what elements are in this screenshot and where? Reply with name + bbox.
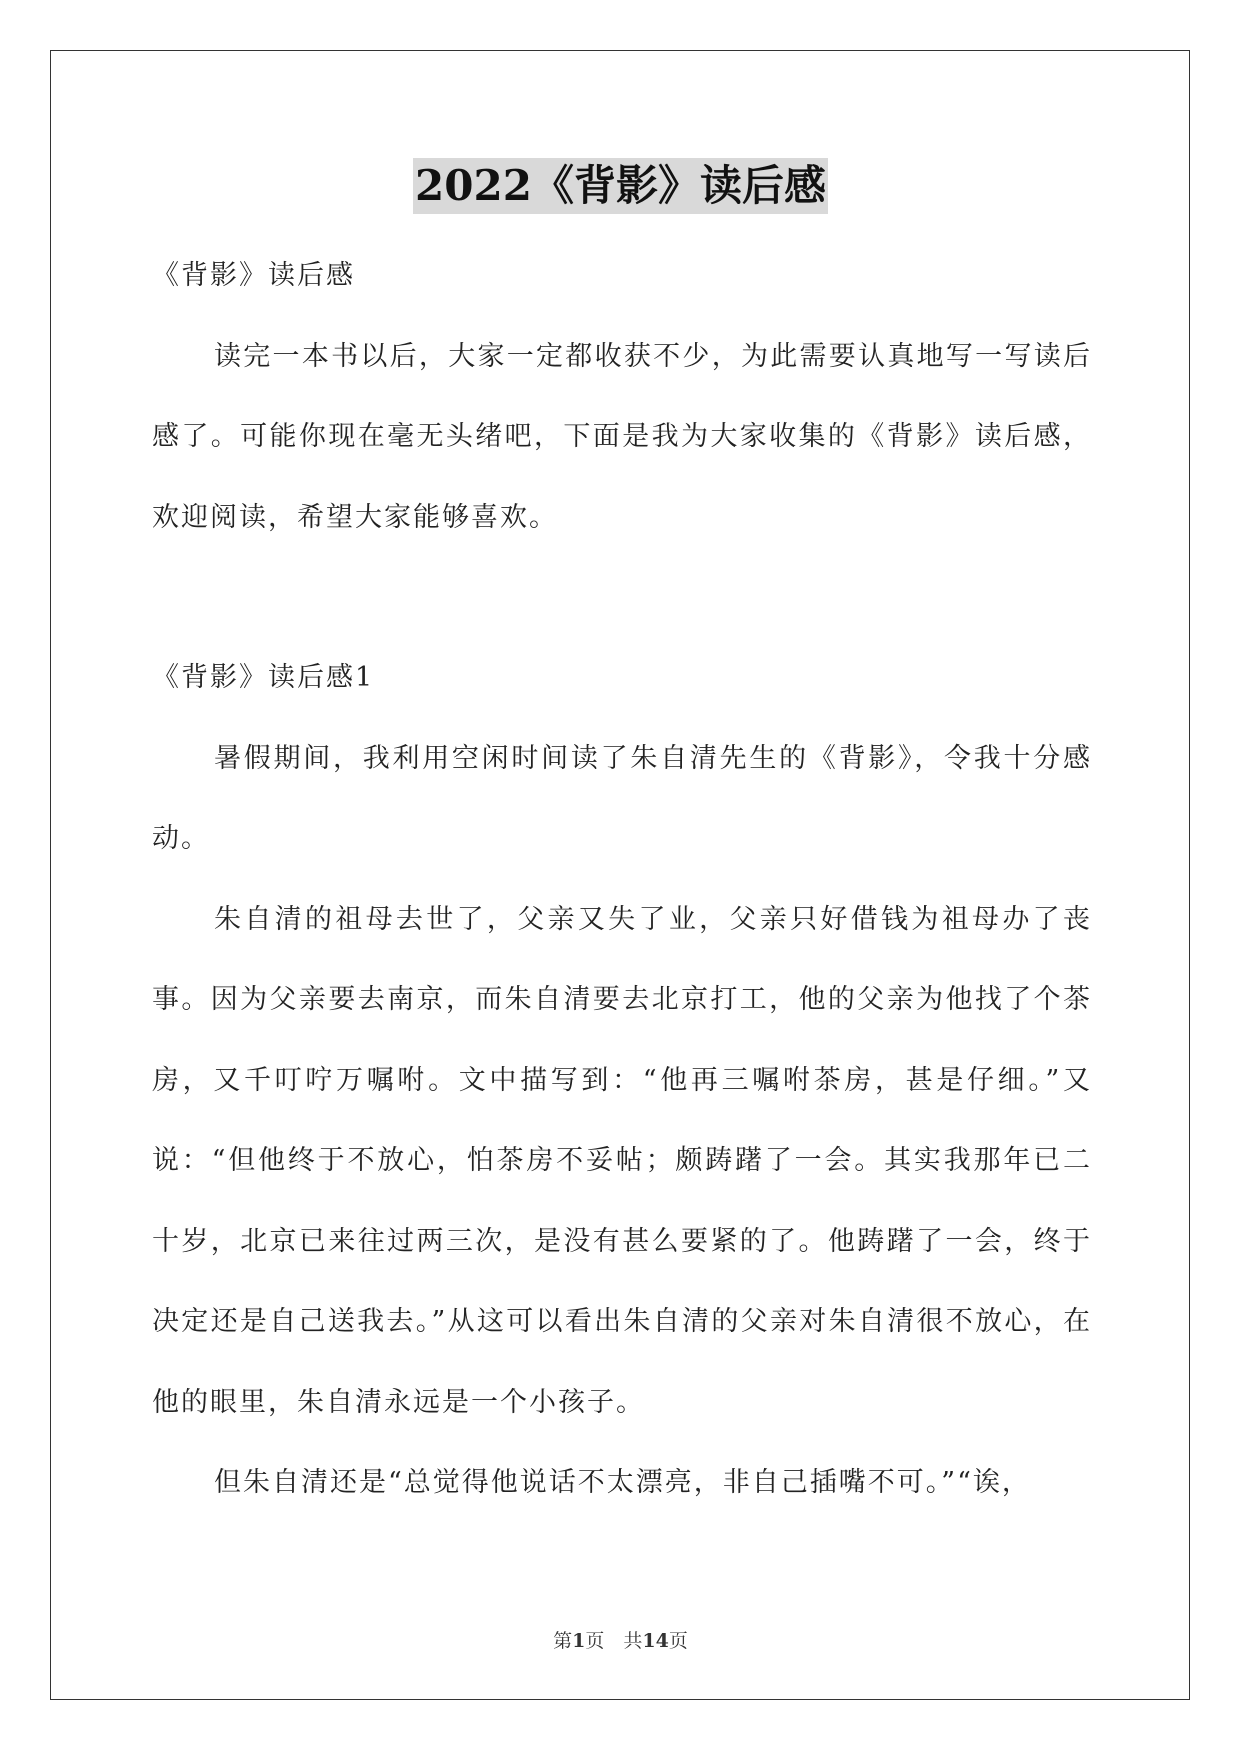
paragraph-spacer bbox=[152, 558, 1092, 638]
intro-paragraph: 读完一本书以后，大家一定都收获不少，为此需要认真地写一写读后感了。可能你现在毫无头绪吧，下面是我为大家收集的《背影》读后感，欢迎阅读，希望大家能够喜欢。 bbox=[152, 340, 1092, 533]
document-title: 2022《背影》读后感 bbox=[413, 158, 828, 214]
page-footer bbox=[0, 1626, 1241, 1653]
footer-prefix: 第 bbox=[553, 1630, 573, 1652]
footer-mid: 页 共 bbox=[585, 1630, 643, 1652]
document-title-wrap bbox=[0, 158, 1241, 214]
body-paragraph-1: 暑假期间，我利用空闲时间读了朱自清先生的《背影》，令我十分感动。 bbox=[152, 742, 1092, 854]
document-body bbox=[152, 236, 1092, 1524]
body-paragraph-3: 但朱自清还是“总觉得他说话不太漂亮，非自己插嘴不可。”“诶， bbox=[214, 1467, 1031, 1498]
body-paragraph-2: 朱自清的祖母去世了，父亲又失了业，父亲只好借钱为祖母办了丧事。因为父亲要去南京，而朱自清要去北京打工，他的父亲为他找了个茶房，又千叮咛万嘱咐。文中描写到：“他再三嘱咐茶房，甚是仔细。”又说：“但他终于不放心，怕茶房不妥帖；颇踌躇了一会。其实我那年已二十岁，北京已来往过两三次，是没有甚么要紧的了。他踌躇了一会，终于决定还是自己送我去。”从这可以看出朱自清的父亲对朱自清很不放心，在他的眼里，朱自清永远是一个小孩子。 bbox=[152, 903, 1092, 1418]
footer-suffix: 页 bbox=[668, 1630, 688, 1652]
footer-total-pages: 14 bbox=[642, 1630, 669, 1652]
section-heading-1: 《背影》读后感1 bbox=[152, 662, 375, 693]
section-heading-intro: 《背影》读后感 bbox=[152, 260, 355, 291]
footer-page-number: 1 bbox=[572, 1630, 586, 1652]
